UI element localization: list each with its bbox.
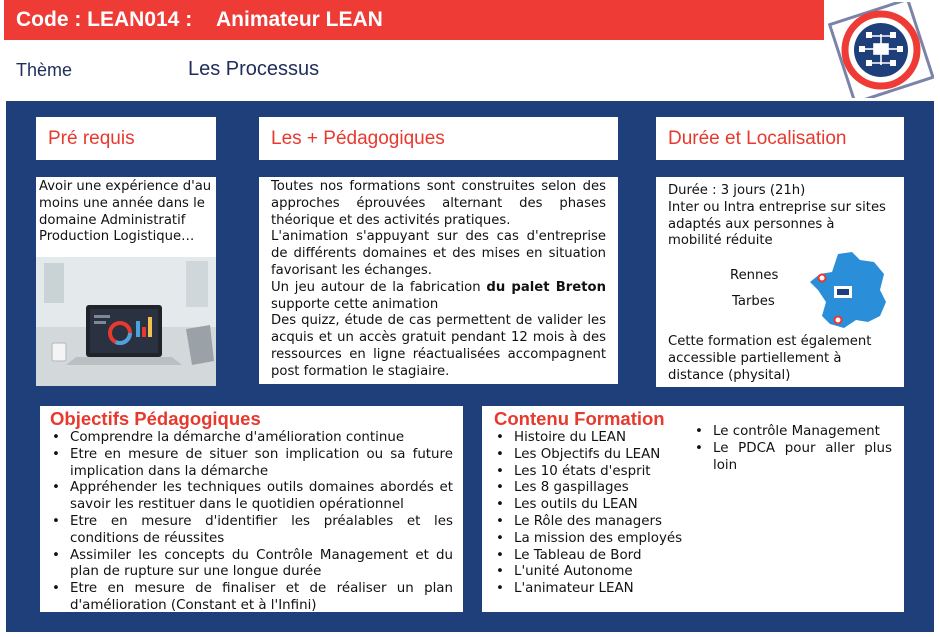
duree-intra: Inter ou Intra entreprise sur sites adaptés aux personnes à mobilité réduite [668,199,886,249]
header-banner [4,0,824,40]
pedagogiques-p3 [271,280,606,314]
prerequis-title: Pré requis [36,117,216,160]
course-title: Animateur LEAN [216,8,383,31]
contenu-list-2 [693,424,892,474]
location-area [668,250,892,334]
list-item: • L'animateur LEAN [514,581,693,598]
duree-duration: Durée : 3 jours (21h) [668,183,806,198]
contenu-list-1 [494,430,693,598]
list-item: • Les Objectifs du LEAN [514,447,693,464]
list-item: • La mission des employés [514,531,693,548]
list-item: • Histoire du LEAN [514,430,693,447]
duree-box [656,177,904,387]
contenu-box [482,406,904,612]
city-rennes: Rennes [730,268,779,284]
list-item: • Les 10 états d'esprit [514,464,693,481]
pedagogiques-p3-bold: du palet Breton [486,279,606,295]
laptop-illustration-icon [36,257,216,386]
network-logo-icon [828,2,934,98]
list-item: • Les 8 gaspillages [514,480,693,497]
laptop-photo [36,257,216,386]
list-item: • Etre en mesure de finaliser et de réaliser un plan d'amélioration (Constant et à l'Infini) [70,581,453,615]
list-item: • Etre en mesure d'identifier les préalables et les conditions de réussites [70,514,453,548]
pedagogiques-p3-end: supporte cette animation [271,296,439,312]
course-code: Code : LEAN014 : [16,8,193,31]
list-item: • Assimiler les concepts du Contrôle Management et du plan de rupture sur une longue durée [70,548,453,582]
list-item: • Appréhender les techniques outils domaines abordés et savoir les restituer dans le quotidien opérationnel [70,480,453,514]
pedagogiques-text [259,177,618,384]
list-item: • Le Tableau de Bord [514,548,693,565]
list-item: • L'unité Autonome [514,564,693,581]
city-tarbes: Tarbes [732,294,775,310]
pedagogiques-p2: L'animation s'appuyant sur des cas d'entreprise de différents domaines et des mises en situation favorisant les échanges. [271,229,606,278]
objectifs-title: Objectifs Pédagogiques [50,408,261,429]
theme-label: Thème [16,60,73,80]
theme-value: Les Processus [188,58,320,80]
pedagogiques-p4: Des quizz, étude de cas permettent de valider les acquis et un accès gratuit pendant 12 mois à des ressources en ligne réactualisées accompagnent post formation le stagiaire. [271,313,606,379]
pedagogiques-p1: Toutes nos formations sont construites selon des approches éprouvées alternant des phases théorique et des activités pratiques. [271,179,606,228]
pedagogiques-title: Les + Pédagogiques [259,117,618,160]
duree-distance: Cette formation est également accessible partiellement à distance (physital) [668,334,872,383]
pedagogiques-p3-start: Un jeu autour de la fabrication [271,279,487,295]
prerequis-text: Avoir une expérience d'au moins une année dans le domaine Administratif Production Logistique… [36,177,216,257]
france-map-icon [808,250,892,334]
objectifs-list [50,430,453,615]
list-item: • Comprendre la démarche d'amélioration continue [70,430,453,447]
duree-title: Durée et Localisation [656,117,904,160]
list-item: • Etre en mesure de situer son implication ou sa future implication dans la démarche [70,447,453,481]
list-item: • Le contrôle Management [713,424,892,441]
list-item: • Les outils du LEAN [514,497,693,514]
list-item: • Le Rôle des managers [514,514,693,531]
objectifs-box [40,406,463,612]
contenu-title: Contenu Formation [494,408,665,429]
list-item: • Le PDCA pour aller plus loin [713,441,892,475]
